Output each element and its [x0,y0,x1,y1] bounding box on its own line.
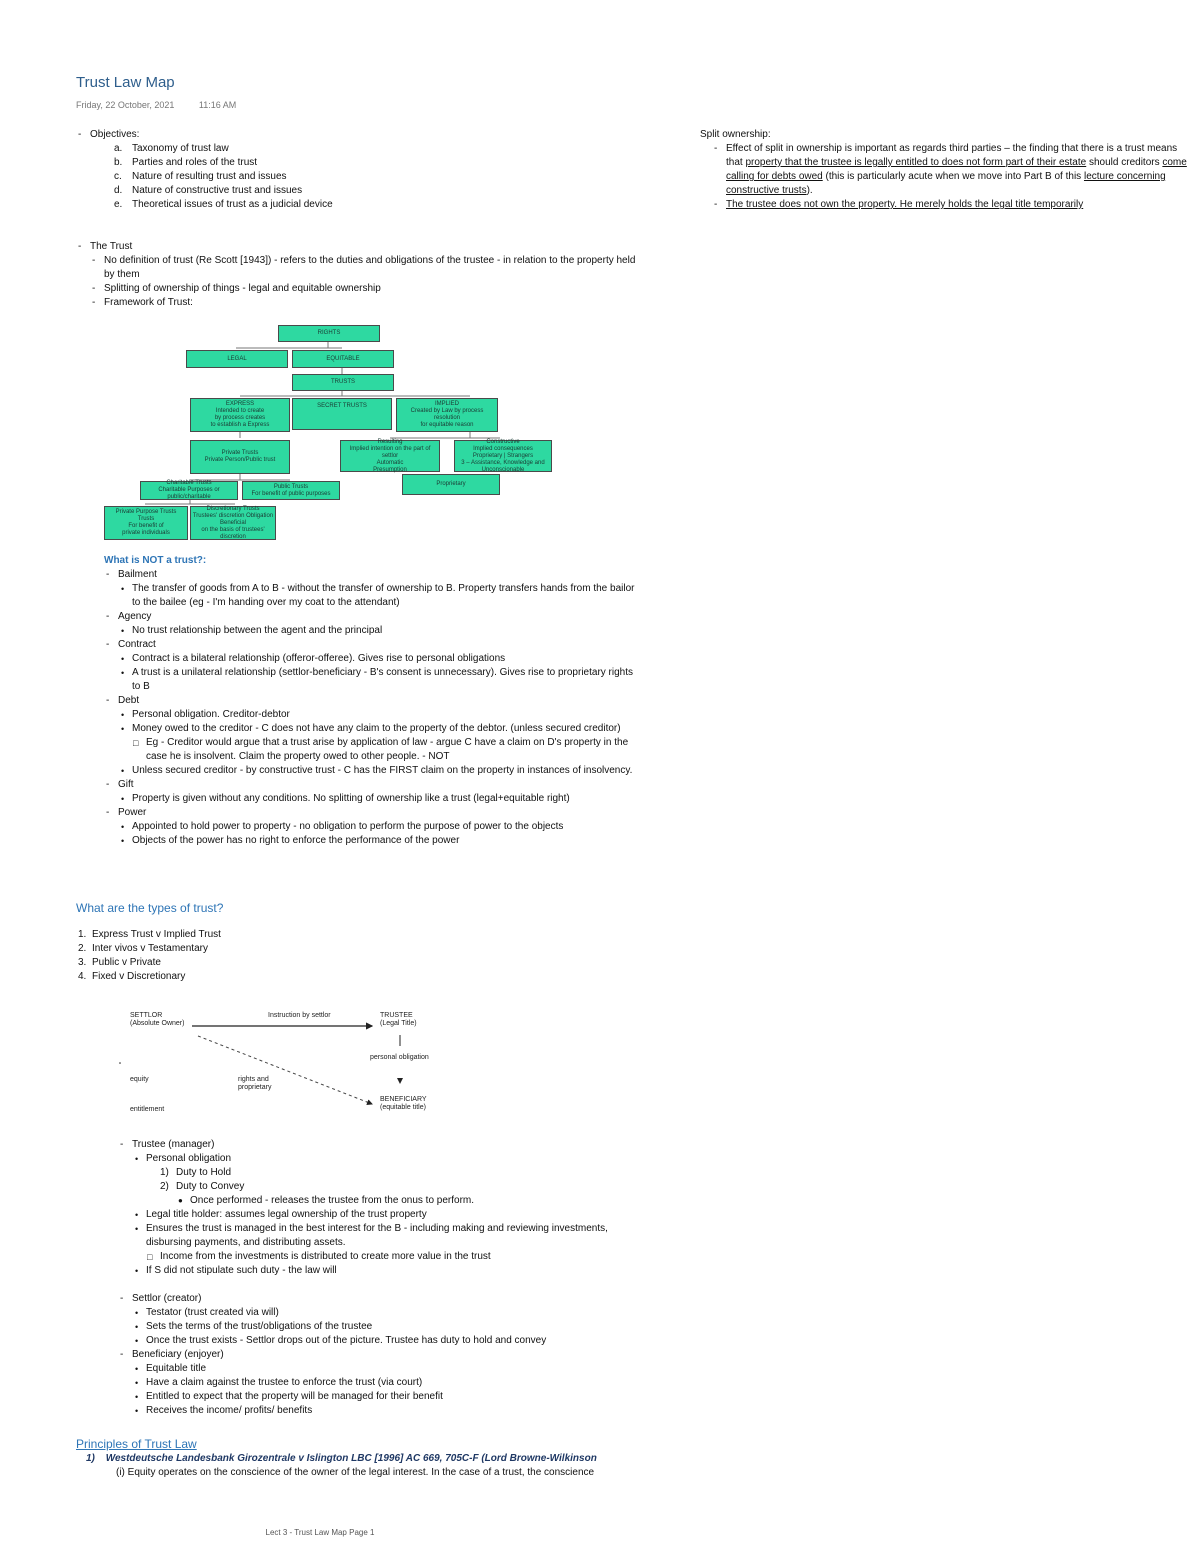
box-charitable-trusts [140,481,238,500]
box-text: by process creates [214,415,266,421]
box-secret-trusts [292,398,392,430]
split-text: Effect of split in ownership is important as regards third parties – the finding that there is a trust means that [726,143,1178,168]
box-rights [278,325,380,342]
duty-text: Duty to Convey [176,1181,245,1192]
principle-sub-marker: (i) [116,1467,125,1478]
power-label: Power [118,807,147,818]
split-text: ). [806,185,813,196]
box-express [190,398,290,432]
objectives-label: Objectives: [90,129,140,140]
principle-sub-text: Equity operates on the conscience of the owner of the legal interest. In the case of a trust, the conscience [127,1467,595,1478]
beneficiary-label: Beneficiary (enjoyer) [132,1349,224,1360]
duty-note: ● Once performed - releases the trustee from the onus to perform. [176,1194,638,1208]
box-text: For benefit of [128,523,164,529]
diagram-personal: personal obligation [370,1054,429,1061]
types-section [76,928,476,984]
box-text: Created by Law by process resolution [410,408,484,421]
box-legal-label: LEGAL [227,355,247,362]
diagram-trustee-sub: (Legal Title) [380,1020,417,1027]
debt-label: Debt [118,695,140,706]
type-item [76,928,476,942]
objective-marker: e. [114,199,123,210]
not-trust-gift [104,778,644,806]
type-marker: 3. [78,957,87,968]
box-public-trusts [242,481,340,500]
type-text: Fixed v Discretionary [92,971,186,982]
split-underlined: come calling for debts owed [726,157,1187,182]
framework-diagram [0,0,640,560]
agency-label: Agency [118,611,152,622]
diagram-trustee-title: TRUSTEE [380,1012,413,1019]
split-ownership-item: - The trustee does not own the property. He merely holds the legal title temporarily [712,198,1190,212]
gift-label: Gift [118,779,134,790]
split-text: should creditors [1086,157,1163,168]
not-trust-debt [104,694,644,778]
box-text: For benefit of public purposes [251,490,331,497]
box-text: Charitable Trusts [166,480,212,486]
type-text: Inter vivos v Testamentary [92,943,208,954]
split-underlined: property that the trustee is legally entitled to does not form part of their estate [745,157,1087,168]
trustee-point [132,1222,638,1264]
type-item [76,956,476,970]
diagram-rights [238,1076,271,1092]
principle-item [86,1452,646,1466]
box-text: Presumption [373,466,407,473]
diagram-rights-line: proprietary [238,1084,272,1091]
not-trust-agency [104,610,644,638]
box-implied [396,398,498,432]
beneficiary-point: • Equitable title [132,1362,638,1376]
box-private-purpose-trusts [104,506,188,540]
page-footer: Lect 3 - Trust Law Map Page 1 [265,1528,375,1537]
box-text: Constructive [486,438,520,445]
objective-marker: b. [114,157,123,168]
debt-point-text: Money owed to the creditor - C does not have any claim to the property of the debtor. (unless secured creditor) [132,723,621,734]
not-trust-section [104,568,644,848]
type-marker: 1. [78,929,87,940]
type-marker: 2. [78,943,87,954]
page-title: Trust Law Map [76,74,175,91]
bailment-label: Bailment [118,569,157,580]
contract-point: • Contract is a bilateral relationship (offeror-offeree). Gives rise to personal obligations [118,652,644,666]
box-text: Trusts [137,516,155,522]
diagram-settlor-title: SETTLOR [130,1012,163,1019]
type-text: Public v Private [92,957,161,968]
trust-point: - Splitting of ownership of things - legal and equitable ownership [90,282,646,296]
diagram-equity: equity [130,1076,149,1083]
box-text: Private Trusts [221,450,259,456]
beneficiary-point: • Have a claim against the trustee to enforce the trust (via court) [132,1376,638,1390]
box-trusts [292,374,394,391]
objective-text: Parties and roles of the trust [132,157,258,168]
page-time: 11:16 AM [198,100,237,110]
box-text: Private Purpose Trusts [115,509,177,515]
split-ownership-label: Split ownership: [700,129,771,140]
principle-marker: 1) [86,1453,95,1464]
box-equitable [292,350,394,368]
parties-section [118,1138,638,1278]
trust-point: - No definition of trust (Re Scott [1943]) - refers to the duties and obligations of the trustee - in relation to the property held by them [90,254,646,282]
contract-label: Contract [118,639,156,650]
box-text: Trustees' discretion Obligation [192,512,274,519]
power-point: • Objects of the power has no right to enforce the performance of the power [118,834,644,848]
debt-point: • Personal obligation. Creditor-debtor [118,708,644,722]
box-text: EXPRESS [225,401,255,407]
agency-point: • No trust relationship between the agent and the principal [118,624,644,638]
type-item [76,970,476,984]
diagram-rights-line: rights and [238,1076,269,1083]
not-trust-power [104,806,644,848]
not-trust-contract [104,638,644,694]
box-constructive [454,440,552,472]
box-text: Resulting [377,438,403,445]
party-beneficiary [118,1348,638,1418]
diagram-arrow-label: Instruction by settlor [268,1012,331,1019]
settlor-point: • Testator (trust created via will) [132,1306,638,1320]
parties-diagram [0,1000,640,1120]
objective-text: Theoretical issues of trust as a judicial device [132,199,333,210]
diagram-settlor [130,1012,184,1028]
type-item [76,942,476,956]
debt-point: • Unless secured creditor - by constructive trust - C has the FIRST claim on the property in instances of insolvency. [118,764,644,778]
not-trust-bailment [104,568,644,610]
box-text: Intended to create [215,408,265,414]
types-heading: What are the types of trust? [76,901,224,915]
settlor-point: • Once the trust exists - Settlor drops out of the picture. Trustee has duty to hold and convey [132,1334,638,1348]
box-resulting [340,440,440,472]
trustee-point: • If S did not stipulate such duty - the law will [132,1264,638,1278]
duty-marker: 2) [160,1181,169,1192]
trustee-subpoint: □ Income from the investments is distributed to create more value in the trust [146,1250,638,1264]
trustee-point: • Legal title holder: assumes legal ownership of the trust property [132,1208,638,1222]
duty-text: Duty to Hold [176,1167,232,1178]
settlor-label: Settlor (creator) [132,1293,202,1304]
split-ownership-section [700,128,1190,212]
trustee-label: Trustee (manager) [132,1139,215,1150]
box-proprietary-label: Proprietary [436,481,466,487]
principle-subitem [116,1466,646,1480]
trustee-ensures: Ensures the trust is managed in the best interest for the B - including making and reviewing investments, disbursing payments, and distributing assets. [146,1223,608,1248]
party-settlor [118,1292,638,1348]
objective-marker: d. [114,185,123,196]
diagram-trustee [380,1012,417,1028]
box-text: private individuals [122,530,170,536]
objective-text: Nature of resulting trust and issues [132,171,287,182]
trustee-point [132,1152,638,1208]
diagram-beneficiary-title: BENEFICIARY [380,1096,427,1103]
box-text: to establish a Express [210,422,270,428]
page-date: Friday, 22 October, 2021 [76,100,175,110]
debt-point [118,722,644,764]
split-underlined: lecture concerning constructive trusts [726,171,1166,196]
trustee-duty [158,1166,638,1180]
beneficiary-point: • Receives the income/ profits/ benefits [132,1404,638,1418]
box-text: Public Trusts [273,483,309,490]
box-text: IMPLIED [434,401,459,407]
objective-text: Taxonomy of trust law [132,143,229,154]
box-text: on the basis of trustees' discretion [201,526,265,540]
contract-point: • A trust is a unilateral relationship (settlor-beneficiary - B's consent is unnecessary). Gives rise to proprietary rights to B [118,666,644,694]
gift-point: • Property is given without any conditions. No splitting of ownership like a trust (legal+equitable right) [118,792,644,806]
box-text: Automatic [376,459,404,466]
objective-text: Nature of constructive trust and issues [132,185,303,196]
trustee-duty [158,1180,638,1208]
box-text: Private Person/Public trust [204,457,276,463]
box-text: for equitable reason [420,422,474,428]
box-text: Charitable Purposes or public/charitable [158,487,220,500]
diagram-beneficiary-sub: (equitable title) [380,1104,426,1111]
not-trust-heading: What is NOT a trust?: [104,555,207,566]
box-equitable-label: EQUITABLE [326,355,360,362]
split-ownership-item [712,142,1190,198]
box-text: 3 – Assistance, Knowledge and Unconscionable [461,459,545,473]
box-proprietary [402,474,500,495]
type-marker: 4. [78,971,87,982]
principles-heading: Principles of Trust Law [76,1437,197,1451]
principle-case: Westdeutsche Landesbank Girozentrale v Islington LBC [1996] AC 669, 705C-F (Lord Browne-Wilkinson [105,1453,597,1464]
box-text: Beneficial [219,519,246,526]
beneficiary-point: • Entitled to expect that the property will be managed for their benefit [132,1390,638,1404]
box-text: Implied consequences [473,445,533,452]
settlor-point: • Sets the terms of the trust/obligations of the trustee [132,1320,638,1334]
objective-marker: a. [114,143,123,154]
box-text: Implied intention on the part of settlor [349,445,431,459]
diagram-beneficiary [380,1096,427,1112]
debt-subpoint: □ Eg - Creditor would argue that a trust arise by application of law - argue C have a claim on D's property in the case he is insolvent. Claim the property owed to other people. - NOT [132,736,644,764]
diagram-entitled: entitlement [130,1106,165,1113]
box-discretionary-trusts [190,506,276,540]
objective-marker: c. [114,171,122,182]
box-text: Discretionary Trusts [206,505,260,512]
type-text: Express Trust v Implied Trust [92,929,221,940]
box-trusts-label: TRUSTS [331,379,355,385]
party-trustee [118,1138,638,1278]
box-private-trusts [190,440,290,474]
trust-point: - Framework of Trust: [90,296,646,310]
power-point: • Appointed to hold power to property - no obligation to perform the purpose of power to the objects [118,820,644,834]
bailment-point: • The transfer of goods from A to B - without the transfer of ownership to B. Property transfers hands from the bailor to the bailee (eg - I'm handing over my coat to the attendant) [118,582,644,610]
box-rights-label: RIGHTS [317,330,341,336]
settlor-beneficiary-section [118,1292,638,1418]
box-legal [186,350,288,368]
box-secret-label: SECRET TRUSTS [317,403,367,409]
duty-marker: 1) [160,1167,169,1178]
principles-section [86,1452,646,1480]
box-text: Proprietary | Strangers [472,452,534,459]
the-trust-label: The Trust [90,241,133,252]
diagram-settlor-sub: (Absolute Owner) [130,1020,185,1027]
framework-connectors [0,0,640,560]
split-text: (this is particularly acute when we move into Part B of this [822,171,1084,182]
trustee-personal: Personal obligation [146,1153,232,1164]
